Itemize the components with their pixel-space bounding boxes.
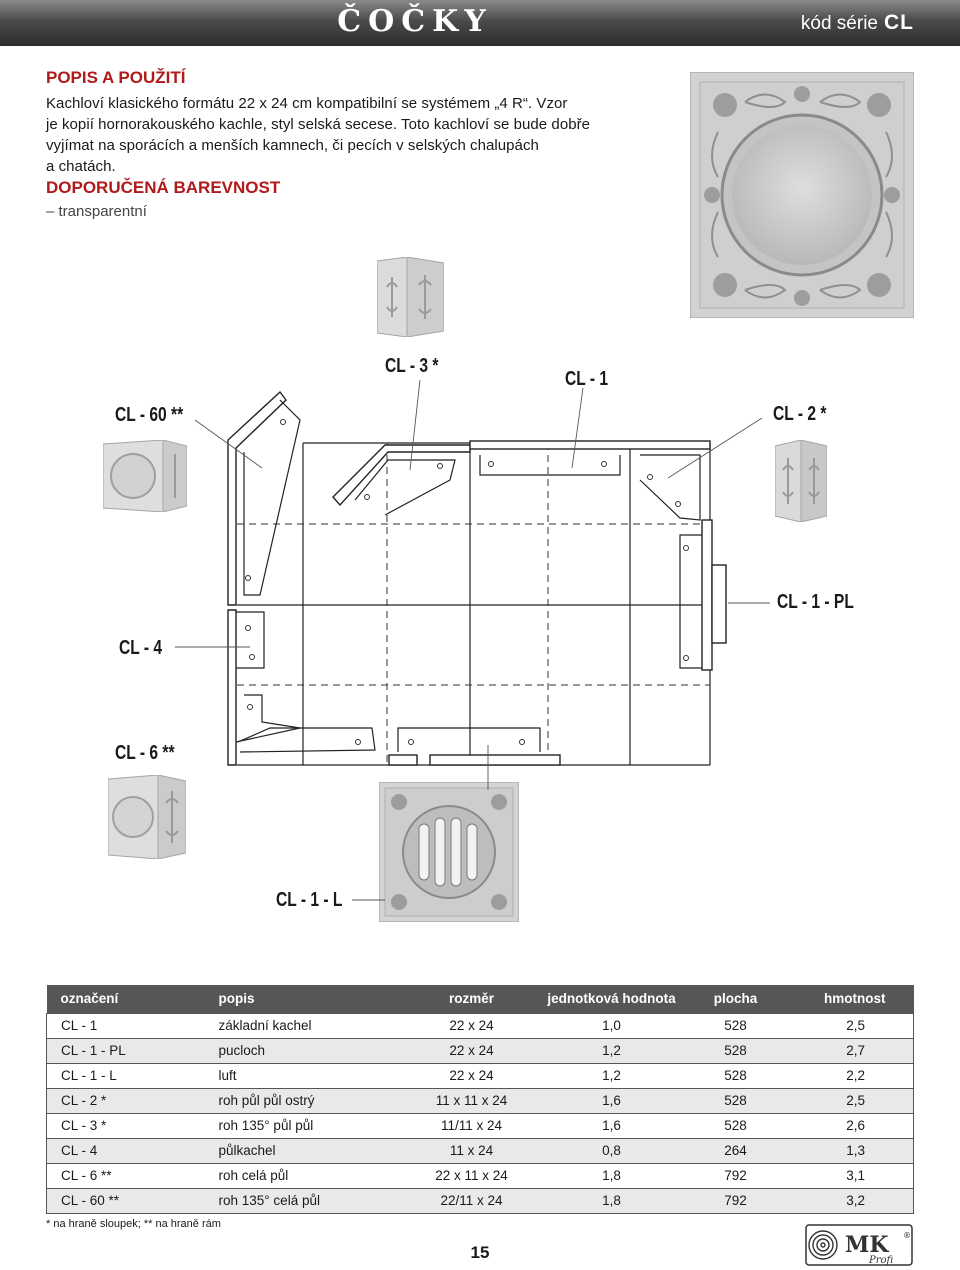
- cell-area: 264: [677, 1138, 795, 1163]
- callout-cl60: CL - 60 **: [115, 404, 184, 426]
- cell-area: 528: [677, 1038, 795, 1063]
- color-value: – transparentní: [46, 203, 147, 220]
- cell-unit: 1,2: [547, 1063, 677, 1088]
- col-header: plocha: [677, 985, 795, 1013]
- table-row: [47, 1088, 914, 1113]
- series-label: kód série: [800, 13, 878, 34]
- col-header: označení: [47, 985, 207, 1013]
- cell-weight: 1,3: [795, 1138, 914, 1163]
- cell-unit: 1,2: [547, 1038, 677, 1063]
- color-title: DOPORUČENÁ BAREVNOST: [46, 178, 281, 197]
- callout-cl6: CL - 6 **: [115, 742, 175, 764]
- cell-desc: luft: [207, 1063, 397, 1088]
- cell-code: CL - 60 **: [47, 1188, 207, 1213]
- cell-unit: 1,0: [547, 1013, 677, 1038]
- cell-weight: 3,1: [795, 1163, 914, 1188]
- callout-cl1l: CL - 1 - L: [276, 889, 343, 911]
- table-row: [47, 1163, 914, 1188]
- table-row: [47, 1063, 914, 1088]
- cell-size: 22 x 24: [397, 1063, 547, 1088]
- cell-area: 792: [677, 1188, 795, 1213]
- cell-code: CL - 6 **: [47, 1163, 207, 1188]
- table-row: [47, 1113, 914, 1138]
- logo-registered: ®: [903, 1231, 911, 1240]
- table-row: [47, 1138, 914, 1163]
- cell-area: 528: [677, 1063, 795, 1088]
- cell-code: CL - 1 - L: [47, 1063, 207, 1088]
- callout-cl1: CL - 1: [565, 368, 609, 390]
- cell-area: 792: [677, 1163, 795, 1188]
- cell-area: 528: [677, 1088, 795, 1113]
- cell-size: 11/11 x 24: [397, 1113, 547, 1138]
- cell-desc: roh půl půl ostrý: [207, 1088, 397, 1113]
- description-line: vyjímat na sporácích a menších kamnech, či pecích v selských chalupách: [46, 137, 539, 154]
- cell-area: 528: [677, 1113, 795, 1138]
- cell-desc: půlkachel: [207, 1138, 397, 1163]
- col-header: jednotková hodnota: [547, 985, 677, 1013]
- table-header-row: [47, 985, 914, 1013]
- cell-code: CL - 3 *: [47, 1113, 207, 1138]
- cell-desc: roh 135° půl půl: [207, 1113, 397, 1138]
- cell-weight: 2,6: [795, 1113, 914, 1138]
- description-title: POPIS A POUŽITÍ: [46, 68, 186, 87]
- cell-weight: 2,2: [795, 1063, 914, 1088]
- cell-code: CL - 4: [47, 1138, 207, 1163]
- footnote: * na hraně sloupek; ** na hraně rám: [46, 1218, 221, 1230]
- cell-weight: 2,5: [795, 1013, 914, 1038]
- series-title: ČOČKY: [337, 4, 493, 39]
- series-code: CL: [884, 11, 914, 34]
- cell-weight: 2,5: [795, 1088, 914, 1113]
- cell-desc: roh 135° celá půl: [207, 1188, 397, 1213]
- cell-size: 11 x 24: [397, 1138, 547, 1163]
- mk-profi-logo: [805, 1224, 913, 1266]
- cell-code: CL - 1: [47, 1013, 207, 1038]
- page-number: 15: [470, 1243, 490, 1262]
- cell-size: 22 x 24: [397, 1038, 547, 1063]
- description-line: je kopií hornorakouského kachle, styl selská secese. Toto kachloví se bude dobře: [46, 116, 591, 133]
- cell-desc: roh celá půl: [207, 1163, 397, 1188]
- description-line: Kachloví klasického formátu 22 x 24 cm kompatibilní se systémem „4 R“. Vzor: [46, 95, 568, 112]
- table-row: [47, 1188, 914, 1213]
- cell-size: 22 x 11 x 24: [397, 1163, 547, 1188]
- callout-cl4: CL - 4: [119, 637, 163, 659]
- cell-unit: 1,6: [547, 1088, 677, 1113]
- col-header: rozměr: [397, 985, 547, 1013]
- callout-cl2: CL - 2 *: [773, 403, 827, 425]
- callout-cl3: CL - 3 *: [385, 355, 439, 377]
- cell-weight: 3,2: [795, 1188, 914, 1213]
- table-row: [47, 1038, 914, 1063]
- cell-unit: 0,8: [547, 1138, 677, 1163]
- cell-code: CL - 2 *: [47, 1088, 207, 1113]
- cell-unit: 1,8: [547, 1188, 677, 1213]
- logo-text: MK: [845, 1232, 889, 1258]
- callout-cl1pl: CL - 1 - PL: [777, 591, 854, 613]
- cell-weight: 2,7: [795, 1038, 914, 1063]
- cell-size: 22 x 24: [397, 1013, 547, 1038]
- cell-size: 22/11 x 24: [397, 1188, 547, 1213]
- cell-desc: základní kachel: [207, 1013, 397, 1038]
- cell-code: CL - 1 - PL: [47, 1038, 207, 1063]
- logo-subtext: Profi: [869, 1255, 894, 1266]
- cell-unit: 1,6: [547, 1113, 677, 1138]
- table-row: [47, 1013, 914, 1038]
- description-line: a chatách.: [46, 158, 116, 175]
- spec-table: [46, 985, 914, 1214]
- col-header: hmotnost: [795, 985, 914, 1013]
- cell-size: 11 x 11 x 24: [397, 1088, 547, 1113]
- cell-area: 528: [677, 1013, 795, 1038]
- cell-unit: 1,8: [547, 1163, 677, 1188]
- cell-desc: pucloch: [207, 1038, 397, 1063]
- col-header: popis: [207, 985, 397, 1013]
